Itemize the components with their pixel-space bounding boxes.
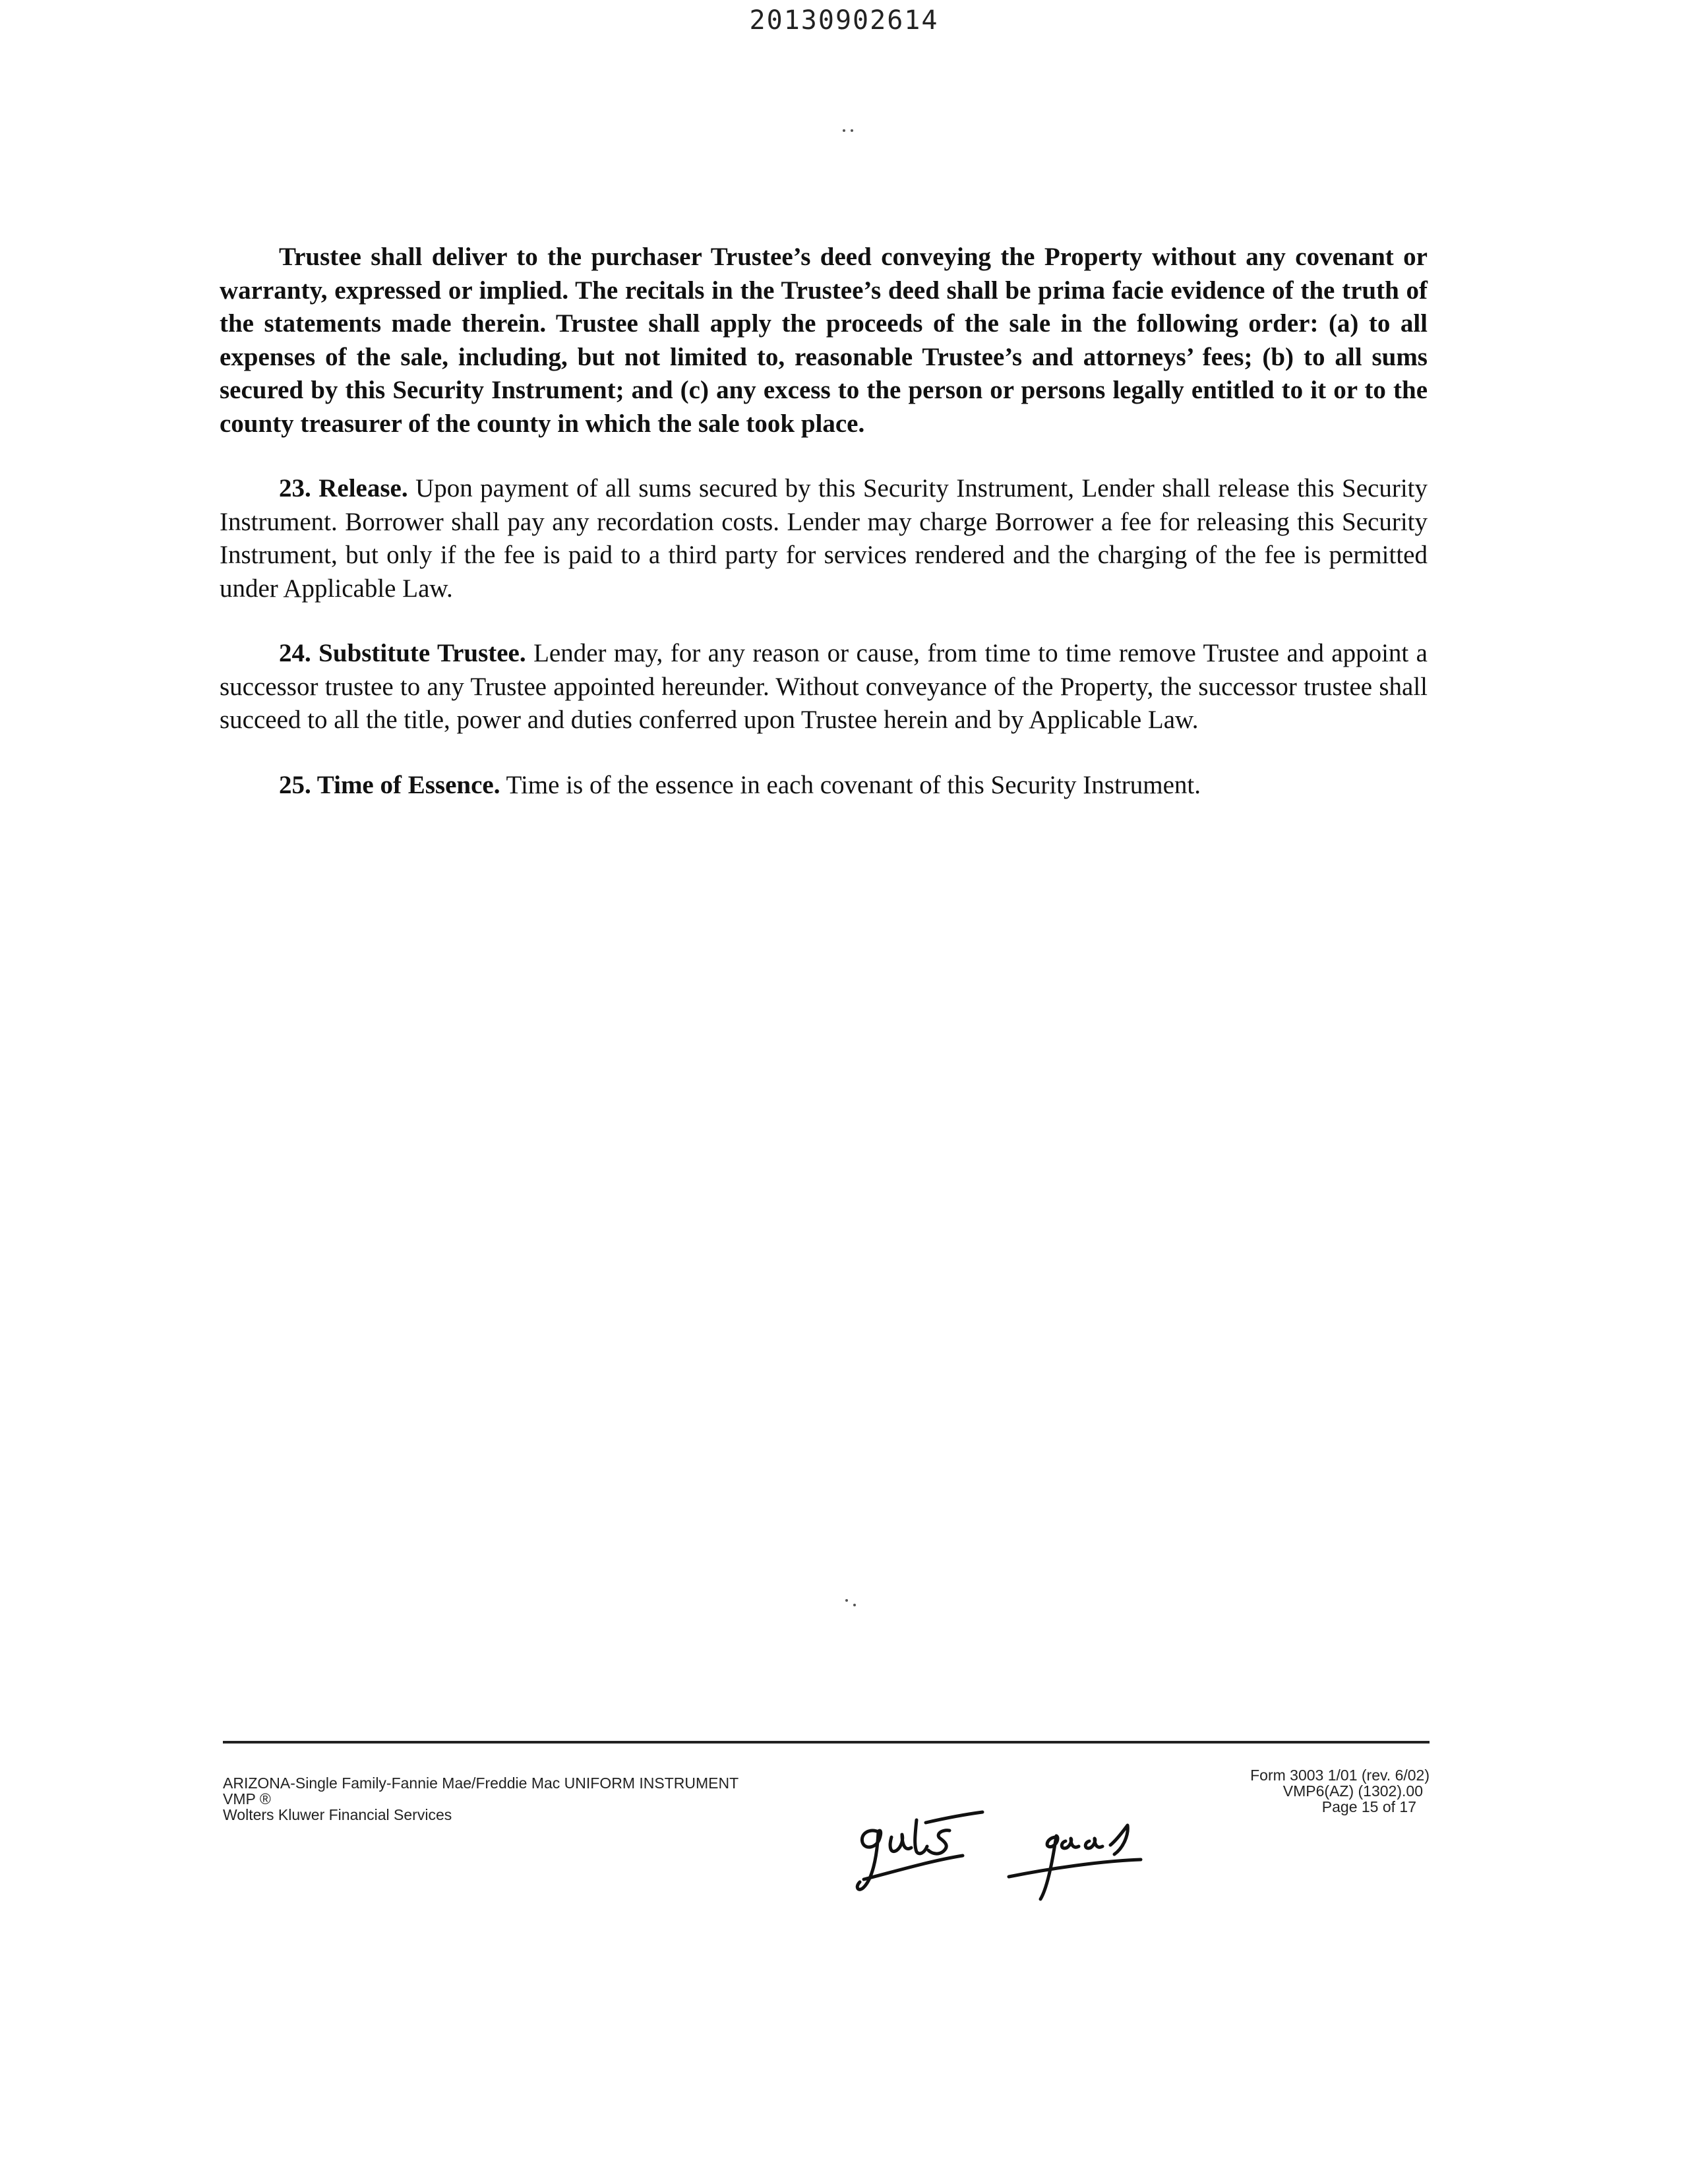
footer-publisher: Wolters Kluwer Financial Services xyxy=(223,1806,452,1823)
scan-speck xyxy=(853,1604,856,1606)
paragraph-trustee-deed xyxy=(220,241,1428,440)
paragraph-text: Upon payment of all sums secured by this Security Instrument, Lender shall release this Security Instrument. Borrower shall pay any recordation costs. Lender may charge Borrower a fee for releasing this Security Instrument, but only if the fee is paid to a third party for services rendered and the charging of the fee is permitted under Applicable Law. xyxy=(220,474,1428,603)
footer-form-code: Form 3003 1/01 (rev. 6/02) xyxy=(1250,1767,1430,1784)
paragraph-substitute-trustee xyxy=(220,637,1428,737)
recording-number: 20130902614 xyxy=(749,5,939,36)
footer-vmp-mark: VMP ® xyxy=(223,1790,271,1807)
document-body xyxy=(220,241,1428,834)
paragraph-release xyxy=(220,472,1428,605)
paragraph-time-of-essence xyxy=(220,769,1428,803)
section-heading: 23. Release. xyxy=(279,474,408,502)
scan-speck xyxy=(845,1599,848,1602)
borrower-initials-signature xyxy=(851,1800,1193,1912)
section-heading: 24. Substitute Trustee. xyxy=(279,639,526,667)
footer-form-info xyxy=(223,1775,738,1823)
scan-speck xyxy=(851,129,853,132)
footer-divider xyxy=(223,1741,1430,1744)
paragraph-text: Trustee shall deliver to the purchaser Trustee’s deed conveying the Property without any covenant or warranty, expressed or implied. The recitals in the Trustee’s deed shall be prima facie evidence of the truth of the statements made therein. Trustee shall apply the proceeds of the sale in the following order: (a) to all expenses of the sale, including, but not limited to, reasonable Trustee’s and attorneys’ fees; (b) to all sums secured by this Security Instrument; and (c) any excess to the person or persons legally entitled to it or to the county treasurer of the county in which the sale took place. xyxy=(220,243,1428,438)
footer-form-title: ARIZONA-Single Family-Fannie Mae/Freddie Mac UNIFORM INSTRUMENT xyxy=(223,1774,739,1792)
footer-vmp-code: VMP6(AZ) (1302).00 xyxy=(1282,1782,1423,1800)
footer-form-number xyxy=(1250,1767,1430,1815)
paragraph-text: Lender may, for any reason or cause, from time to time remove Trustee and appoint a successor trustee to any Trustee appointed hereunder. Without conveyance of the Property, the successor trustee shall succeed to all the title, power and duties conferred upon Trustee herein and by Applicable Law. xyxy=(220,639,1428,734)
scan-speck xyxy=(843,129,845,132)
paragraph-text: Time is of the essence in each covenant of this Security Instrument. xyxy=(506,770,1201,799)
page-number: Page 15 of 17 xyxy=(1321,1798,1416,1815)
section-heading: 25. Time of Essence. xyxy=(279,770,500,799)
